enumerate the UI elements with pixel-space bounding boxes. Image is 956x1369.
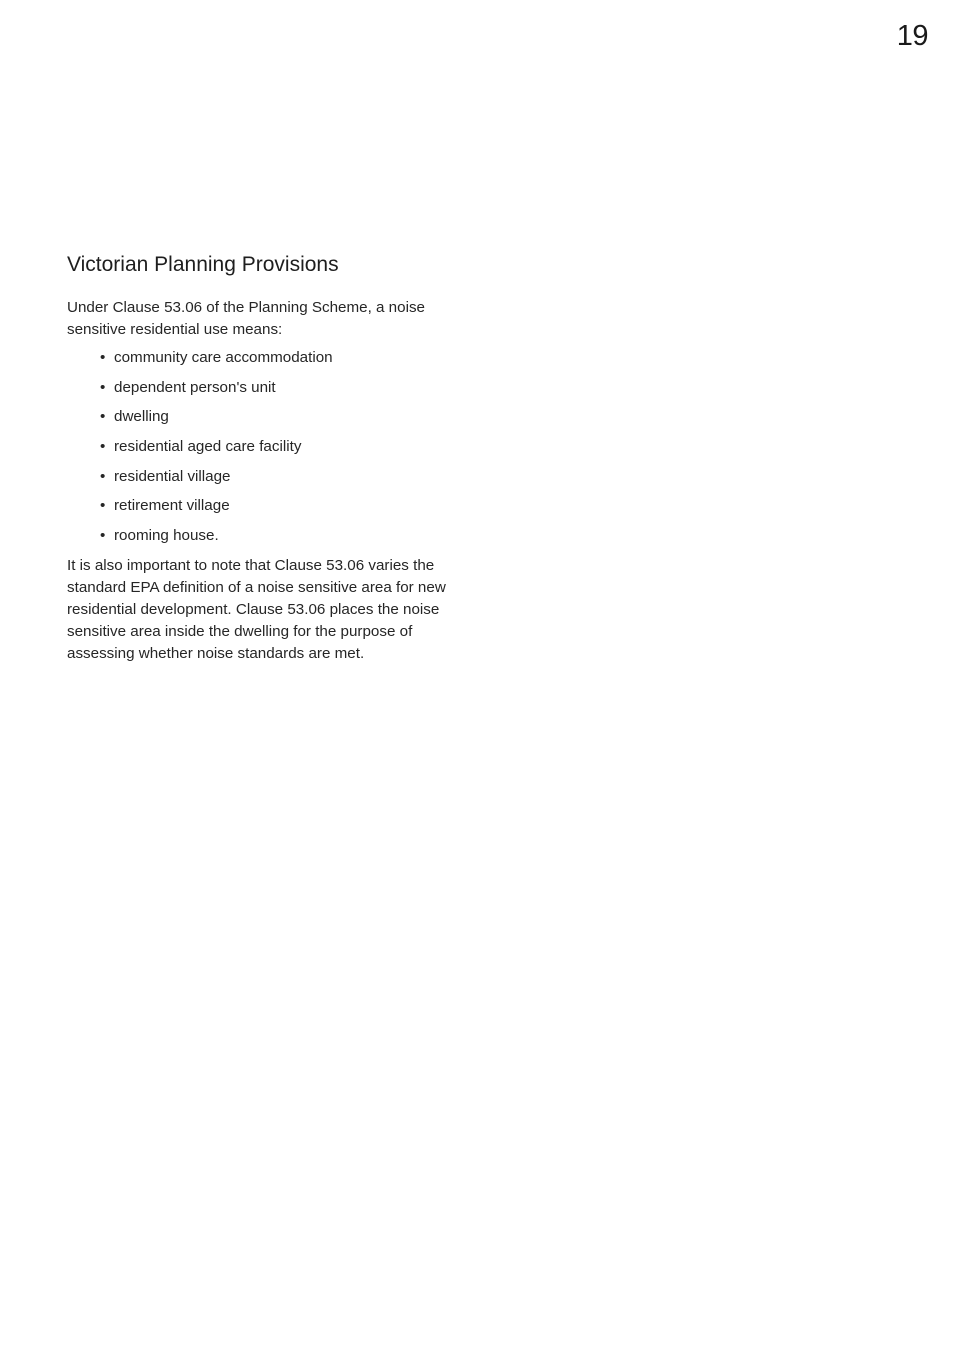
list-item-text: dependent person's unit xyxy=(114,378,276,396)
list-item xyxy=(100,466,477,488)
list-item xyxy=(100,495,477,517)
list-item xyxy=(100,377,477,399)
list-item xyxy=(100,406,477,428)
bullet-icon: • xyxy=(100,437,106,455)
list-item-text: retirement village xyxy=(114,497,230,515)
intro-paragraph: Under Clause 53.06 of the Planning Scheme, a noise sensitive residential use means: xyxy=(67,299,425,339)
bullet-icon: • xyxy=(100,497,106,515)
bullet-icon: • xyxy=(100,378,106,396)
list-item-text: residential aged care facility xyxy=(114,437,302,455)
section-content xyxy=(67,252,477,665)
page-number: 19 xyxy=(896,20,928,52)
bullet-icon: • xyxy=(100,467,106,485)
list-item-text: community care accommodation xyxy=(114,349,333,367)
list-item-text: dwelling xyxy=(114,408,169,426)
list-item-text: rooming house. xyxy=(114,526,219,544)
bullet-icon: • xyxy=(100,408,106,426)
list-item xyxy=(100,436,477,458)
list-item-text: residential village xyxy=(114,467,231,485)
list-item xyxy=(100,347,477,369)
closing-paragraph: It is also important to note that Clause 53.06 varies the standard EPA definition of a noise sensitive area for new residential development. Clause 53.06 places the noise sensitive area inside the dwelling for the purpose of assessing whether noise standards are met. xyxy=(67,556,446,662)
list-item xyxy=(100,525,477,547)
bullet-icon: • xyxy=(100,526,106,544)
noise-sensitive-uses-list xyxy=(67,347,477,547)
bullet-icon: • xyxy=(100,349,106,367)
section-title: Victorian Planning Provisions xyxy=(67,253,339,276)
